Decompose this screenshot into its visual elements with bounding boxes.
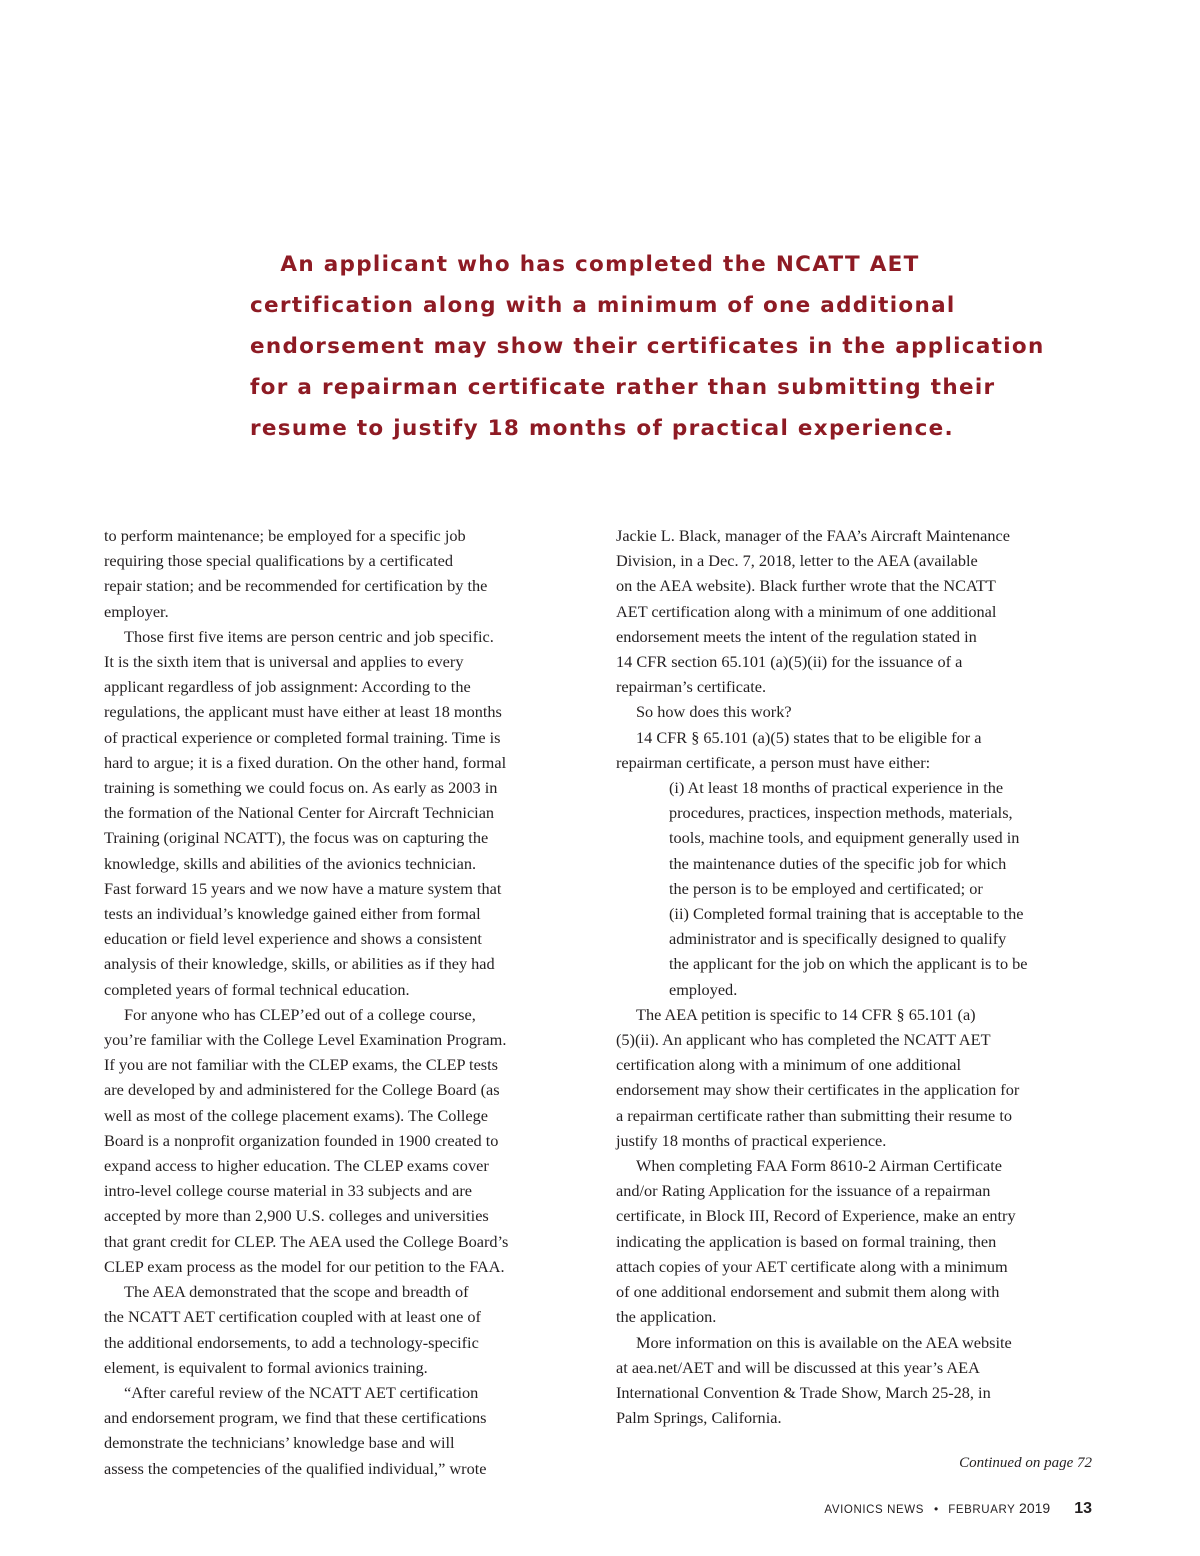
body-text-line: The AEA petition is specific to 14 CFR § 65.101 (a) (636, 1004, 976, 1024)
issue-year: 2019 (1019, 1500, 1051, 1516)
body-text-line: the maintenance duties of the specific job for which (669, 853, 1007, 873)
body-text-line: Jackie L. Black, manager of the FAA’s Aircraft Maintenance (616, 526, 1010, 545)
pull-quote-line: An applicant who has completed the NCATT AET (280, 252, 920, 277)
body-text-line: It is the sixth item that is universal and applies to every (104, 652, 464, 672)
body-text-line: well as most of the college placement exams). The College (104, 1105, 488, 1125)
body-text-line: the applicant for the job on which the applicant is to be (669, 954, 1028, 974)
pull-quote-line: resume to justify 18 months of practical experience. (250, 416, 955, 441)
body-text-line: tools, machine tools, and equipment generally used in (669, 828, 1020, 848)
page-footer (824, 1500, 1092, 1518)
article-column-right (616, 523, 1100, 1430)
body-text-line: employer. (104, 601, 169, 621)
body-text-line: AET certification along with a minimum of one additional (616, 601, 997, 621)
body-text-line: and/or Rating Application for the issuance of a repairman (616, 1181, 991, 1201)
body-text-line: CLEP exam process as the model for our petition to the FAA. (104, 1256, 505, 1276)
body-text-line: requiring those special qualifications by a certificated (104, 551, 454, 571)
body-text-line: training is something we could focus on. As early as 2003 in (104, 778, 498, 798)
body-text-line: justify 18 months of practical experience. (616, 1130, 887, 1150)
pull-quote (250, 244, 1045, 449)
body-text-line: and endorsement program, we find that these certifications (104, 1408, 487, 1428)
body-text-line: the person is to be employed and certificated; or (669, 878, 983, 898)
body-text-line: endorsement meets the intent of the regulation stated in (616, 626, 977, 646)
body-text-line: assess the competencies of the qualified individual,” wrote (104, 1458, 487, 1478)
body-text-line: regulations, the applicant must have either at least 18 months (104, 702, 502, 722)
body-text-line: accepted by more than 2,900 U.S. colleges and universities (104, 1206, 489, 1226)
body-text-line: knowledge, skills and abilities of the avionics technician. (104, 853, 477, 873)
body-text-line: (5)(ii). An applicant who has completed the NCATT AET (616, 1030, 991, 1050)
body-text-line: Palm Springs, California. (616, 1408, 782, 1428)
body-text-line: “After careful review of the NCATT AET certification (124, 1382, 479, 1402)
body-text-line: hard to argue; it is a fixed duration. On the other hand, formal (104, 752, 507, 772)
body-text-line: applicant regardless of job assignment: According to the (104, 677, 471, 697)
body-text-line: administrator and is specifically designed to qualify (669, 929, 1007, 949)
pull-quote-line: endorsement may show their certificates in the application (250, 334, 1045, 359)
issue-month: FEBRUARY (948, 1504, 1016, 1516)
body-text-line: analysis of their knowledge, skills, or abilities as if they had (104, 954, 495, 974)
footer-bullet: • (934, 1502, 939, 1516)
body-text-line: (i) At least 18 months of practical experience in the (669, 778, 1004, 798)
body-text-line: Division, in a Dec. 7, 2018, letter to the AEA (available (616, 551, 978, 571)
publication-name: AVIONICS NEWS (824, 1504, 925, 1516)
body-text-line: of one additional endorsement and submit them along with (616, 1282, 1000, 1302)
body-text-line: endorsement may show their certificates in the application for (616, 1080, 1020, 1100)
body-text-line: the application. (616, 1307, 717, 1327)
body-text-line: repairman certificate, a person must have either: (616, 752, 931, 772)
body-text-line: the formation of the National Center for Aircraft Technician (104, 803, 495, 823)
body-text-line: on the AEA website). Black further wrote that the NCATT (616, 576, 996, 596)
body-text-line: certification along with a minimum of one additional (616, 1055, 961, 1075)
body-text-line: If you are not familiar with the CLEP exams, the CLEP tests (104, 1055, 498, 1075)
body-text-line: Training (original NCATT), the focus was on capturing the (104, 828, 489, 848)
body-text-line: intro-level college course material in 33 subjects and are (104, 1181, 472, 1201)
body-text-line: For anyone who has CLEP’ed out of a college course, (124, 1004, 476, 1024)
article-column-left (104, 523, 584, 1481)
body-text-line: completed years of formal technical education. (104, 979, 410, 999)
body-text-line: repairman’s certificate. (616, 677, 767, 697)
body-text-line: that grant credit for CLEP. The AEA used the College Board’s (104, 1231, 509, 1251)
body-text-line: procedures, practices, inspection methods, materials, (669, 803, 1013, 823)
body-text-line: Those first five items are person centric and job specific. (124, 626, 494, 646)
pull-quote-line: certification along with a minimum of one additional (250, 293, 956, 318)
body-text-line: to perform maintenance; be employed for a specific job (104, 526, 466, 545)
body-text-line: element, is equivalent to formal avionics training. (104, 1357, 428, 1377)
body-text-line: you’re familiar with the College Level Examination Program. (104, 1030, 507, 1050)
body-text-line: Board is a nonprofit organization founded in 1900 created to (104, 1130, 499, 1150)
body-text-line: (ii) Completed formal training that is acceptable to the (669, 904, 1024, 924)
body-text-line: of practical experience or completed formal training. Time is (104, 727, 501, 747)
body-text-line: the additional endorsements, to add a technology-specific (104, 1332, 479, 1352)
body-text-line: repair station; and be recommended for certification by the (104, 576, 488, 596)
body-text-line: 14 CFR § 65.101 (a)(5) states that to be eligible for a (636, 727, 982, 747)
body-text-line: the NCATT AET certification coupled with at least one of (104, 1307, 481, 1327)
body-text-line: are developed by and administered for the College Board (as (104, 1080, 500, 1100)
pull-quote-line: for a repairman certificate rather than submitting their (250, 375, 996, 400)
body-text-line: The AEA demonstrated that the scope and breadth of (124, 1282, 469, 1302)
body-text-line: expand access to higher education. The CLEP exams cover (104, 1156, 489, 1176)
body-text-line: So how does this work? (636, 702, 792, 722)
body-text-line: attach copies of your AET certificate along with a minimum (616, 1256, 1008, 1276)
body-text-line: More information on this is available on the AEA website (636, 1332, 1012, 1352)
body-text-line: education or field level experience and shows a consistent (104, 929, 482, 949)
body-text-line: 14 CFR section 65.101 (a)(5)(ii) for the issuance of a (616, 652, 963, 672)
continued-note: Continued on page 72 (959, 1455, 1092, 1471)
issue-date (948, 1500, 1050, 1516)
body-text-line: indicating the application is based on formal training, then (616, 1231, 997, 1251)
page-number: 13 (1074, 1500, 1092, 1517)
body-text-line: a repairman certificate rather than submitting their resume to (616, 1105, 1013, 1125)
body-text-line: tests an individual’s knowledge gained either from formal (104, 904, 481, 924)
body-text-line: International Convention & Trade Show, March 25-28, in (616, 1382, 991, 1402)
body-text-line: employed. (669, 979, 738, 999)
body-text-line: at aea.net/AET and will be discussed at this year’s AEA (616, 1357, 980, 1377)
body-text-line: When completing FAA Form 8610-2 Airman Certificate (636, 1156, 1002, 1176)
body-text-line: demonstrate the technicians’ knowledge base and will (104, 1433, 455, 1453)
body-text-line: Fast forward 15 years and we now have a mature system that (104, 878, 502, 898)
body-text-line: certificate, in Block III, Record of Experience, make an entry (616, 1206, 1016, 1226)
